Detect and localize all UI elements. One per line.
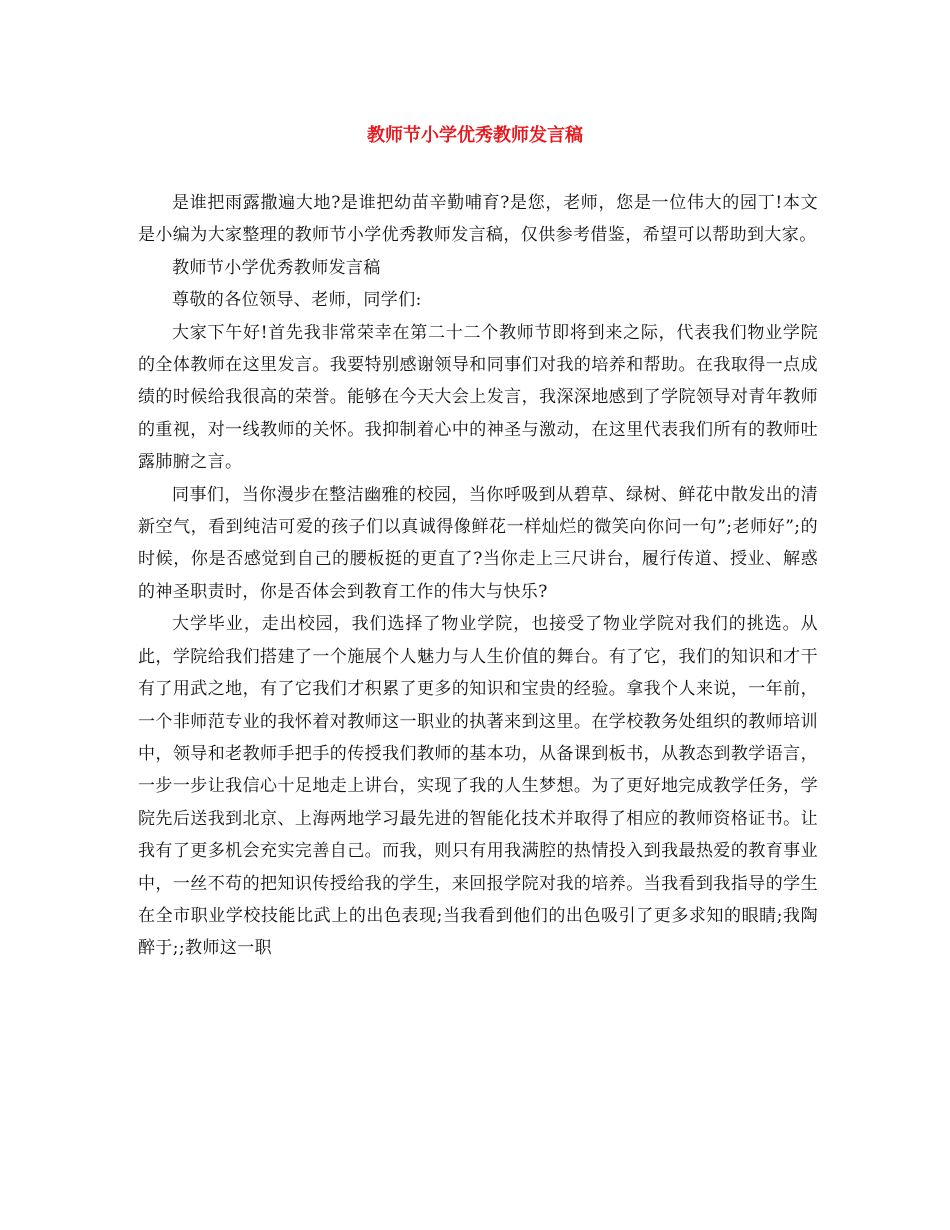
paragraph-intro: 是谁把雨露撒遍大地?是谁把幼苗辛勤哺育?是您，老师，您是一位伟大的园丁!本文是小编为大家整理的教师节小学优秀教师发言稿，仅供参考借鉴，希望可以帮助到大家。: [138, 193, 818, 246]
paragraph-heading: 教师节小学优秀教师发言稿: [172, 257, 381, 278]
paragraph-colleagues: 同事们，当你漫步在整洁幽雅的校园，当你呼吸到从碧草、绿树、鲜花中散发出的清新空气，看到纯洁可爱的孩子们以真诚得像鲜花一样灿烂的微笑向你问一句”;老师好”;的时候，你是否感觉到自己的腰板挺的更直了?当你走上三尺讲台，履行传道、授业、解惑的神圣职责时，你是否体会到教育工作的伟大与快乐?: [138, 484, 818, 602]
paragraph-greeting: 大家下午好!首先我非常荣幸在第二十二个教师节即将到来之际，代表我们物业学院的全体教师在这里发言。我要特别感谢领导和同事们对我的培养和帮助。在我取得一点成绩的时候给我很高的荣誉。能够在今天大会上发言，我深深地感到了学院领导对青年教师的重视，对一线教师的关怀。我抑制着心中的神圣与激动，在这里代表我们所有的教师吐露肺腑之言。: [138, 322, 818, 473]
paragraph-graduation: 大学毕业，走出校园，我们选择了物业学院，也接受了物业学院对我们的挑选。从此，学院给我们搭建了一个施展个人魅力与人生价值的舞台。有了它，我们的知识和才干有了用武之地，有了它我们才积累了更多的知识和宝贵的经验。拿我个人来说，一年前，一个非师范专业的我怀着对教师这一职业的执著来到这里。在学校教务处组织的教师培训中，领导和老教师手把手的传授我们教师的基本功，从备课到板书，从教态到教学语言，一步一步让我信心十足地走上讲台，实现了我的人生梦想。为了更好地完成教学任务，学院先后送我到北京、上海两地学习最先进的智能化技术并取得了相应的教师资格证书。让我有了更多机会充实完善自己。而我，则只有用我满腔的热情投入到我最热爱的教育事业中，一丝不苟的把知识传授给我的学生，来回报学院对我的培养。当我看到我指导的学生在全市职业学校技能比武上的出色表现;当我看到他们的出色吸引了更多求知的眼睛;我陶醉于;;教师这一职: [138, 614, 818, 959]
paragraph-salutation: 尊敬的各位领导、老师，同学们:: [172, 290, 422, 311]
document-title: 教师节小学优秀教师发言稿: [367, 125, 583, 146]
document-body: [138, 187, 818, 965]
